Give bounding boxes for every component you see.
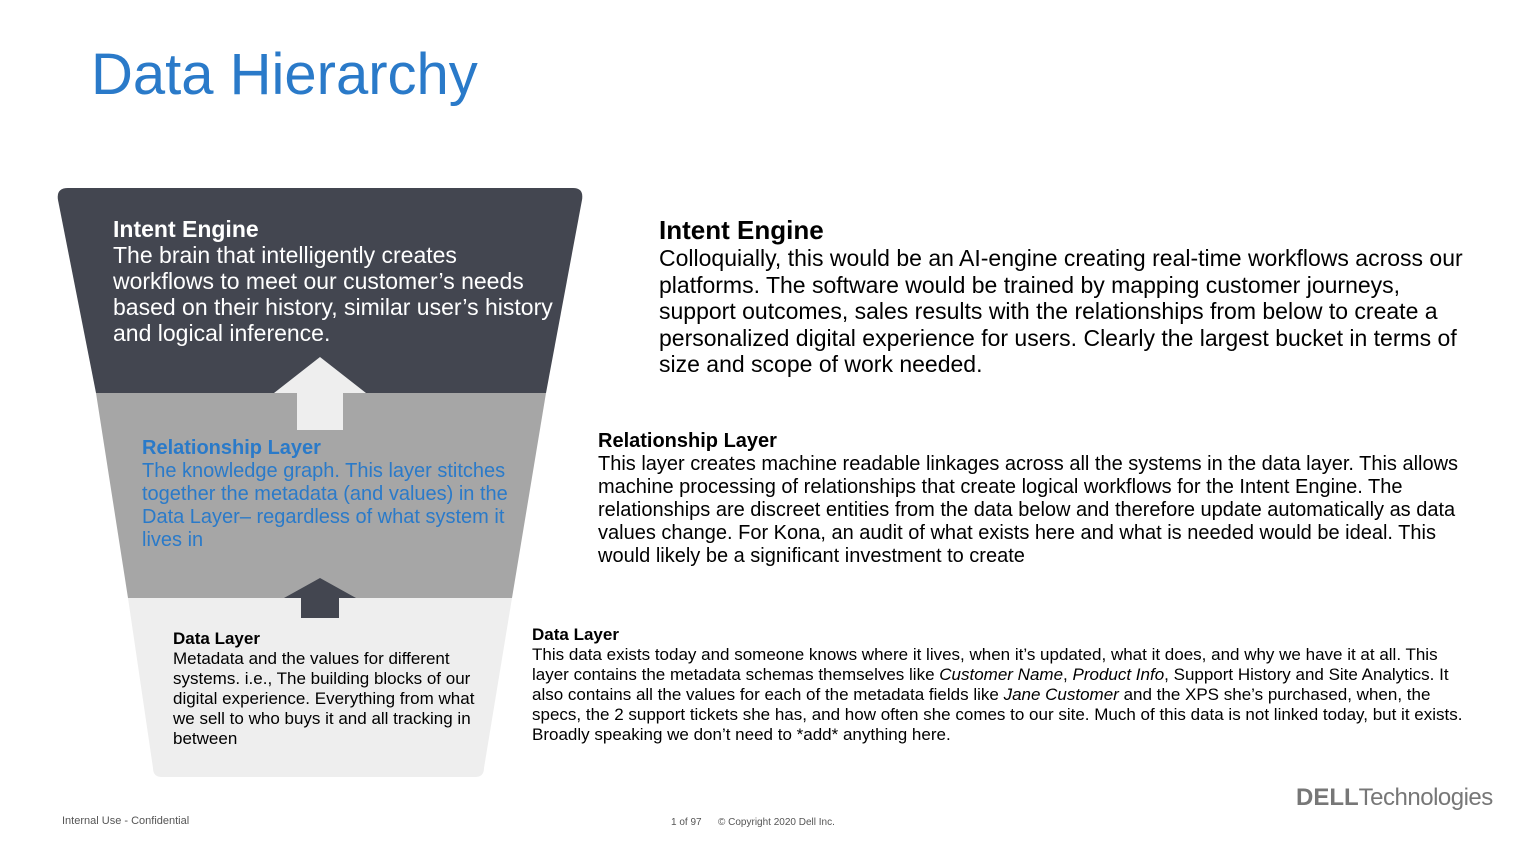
classification-label: Internal Use - Confidential [62, 815, 190, 827]
funnel-data-title: Data Layer [173, 629, 260, 648]
intent-engine-description [659, 215, 1479, 378]
copyright: © Copyright 2020 Dell Inc. [718, 817, 835, 828]
relationship-layer-description [598, 430, 1478, 568]
data-layer-body: This data exists today and someone knows where it lives, when it’s updated, what it does, and why we have it at all. This layer contains the metadata schemas themselves like Customer Name, Product Info, Support History and Site Analytics. It also contains all the values for each of the metadata fields like Jane Customer and the XPS she’s purchased, when, the specs, the 2 support tickets she has, and how often she comes to our site. Much of this data is not linked today, but it exists. Broadly speaking we don’t need to *add* anything here. [532, 645, 1463, 744]
relationship-layer-heading: Relationship Layer [598, 430, 777, 452]
relationship-layer-body: This layer creates machine readable linkages across all the systems in the data layer. This allows machine processing of relationships that create logical workflows for the Intent Engine. The relationships are discreet entities from the data below and therefore update automatically as data values change. For Kona, an audit of what exists here and what is needed would be ideal. This would likely be a significant investment to create [598, 453, 1459, 567]
funnel-data-text: Metadata and the values for different systems. i.e., The building blocks of our digital experience. Everything from what we sell to who buys it and all tracking in between [173, 649, 475, 748]
funnel-relationship-text: The knowledge graph. This layer stitches together the metadata (and values) in the Data Layer– regardless of what system it lives in [142, 460, 508, 551]
funnel-data-layer [173, 629, 493, 749]
intent-engine-body: Colloquially, this would be an AI-engine creating real-time workflows across our platforms. The software would be trained by mapping customer journeys, support outcomes, sales results with the relationships from below to create a personalized digital experience for users. Clearly the largest bucket in terms of size and scope of work needed. [659, 245, 1463, 377]
funnel-relationship-layer [142, 437, 512, 552]
funnel-intent-engine [113, 216, 563, 346]
data-layer-description [532, 625, 1472, 745]
funnel-relationship-title: Relationship Layer [142, 437, 321, 459]
dell-technologies-logo: DELLTechnologies [1296, 784, 1493, 811]
page-title: Data Hierarchy [91, 42, 478, 107]
data-layer-heading: Data Layer [532, 625, 619, 644]
page-number: 1 of 97 [671, 817, 702, 828]
funnel-intent-text: The brain that intelligently creates workflows to meet our customer’s needs based on their history, similar user’s history and logical inference. [113, 242, 553, 346]
funnel-intent-title: Intent Engine [113, 216, 259, 242]
intent-engine-heading: Intent Engine [659, 215, 824, 245]
